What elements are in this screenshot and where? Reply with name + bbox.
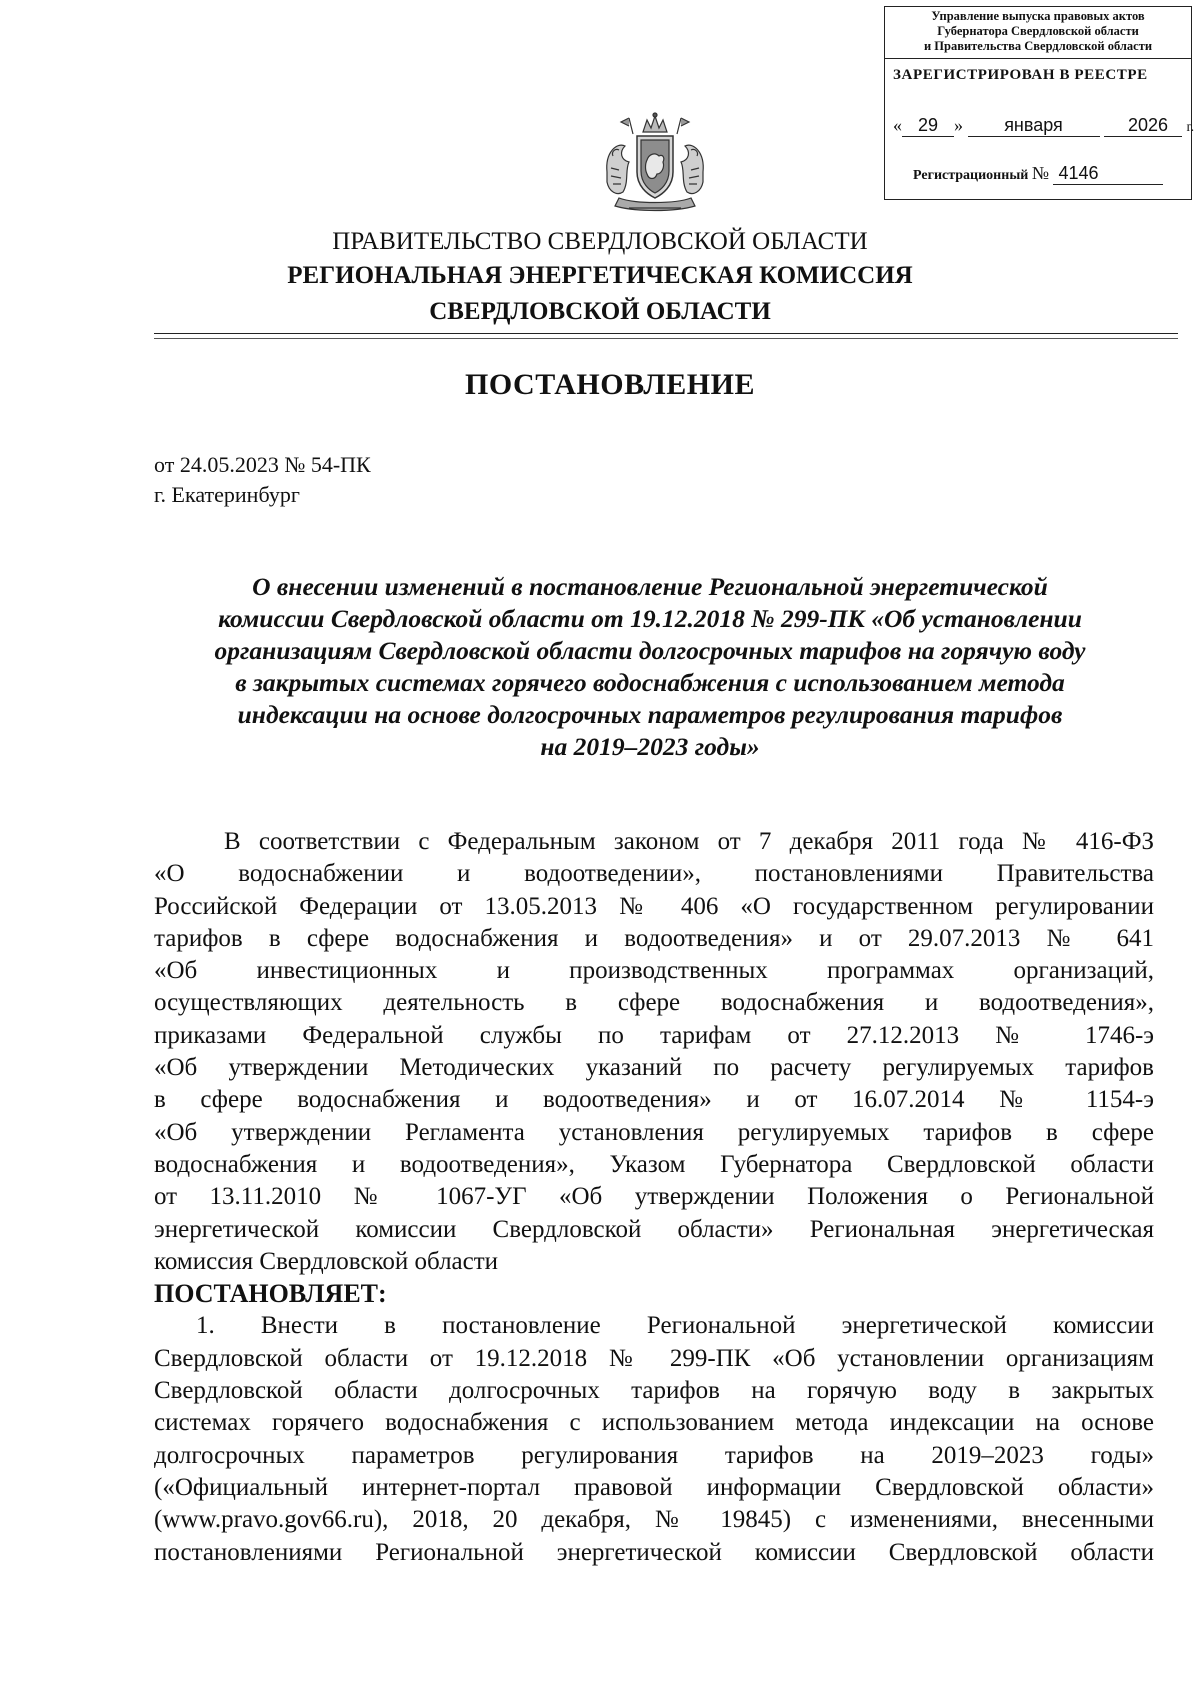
preamble-line: осуществляющих деятельность в сфере водоснабжения и водоотведения»,	[154, 989, 1154, 1017]
preamble-line: комиссия Свердловской области	[154, 1247, 499, 1275]
preamble-line: «Об утверждении Методических указаний по расчету регулируемых тарифов	[154, 1054, 1154, 1082]
preamble-line: «Об инвестиционных и производственных программах организаций,	[154, 957, 1154, 985]
registry-status: ЗАРЕГИСТРИРОВАН В РЕЕСТРЕ	[893, 67, 1148, 83]
preamble-line: водоснабжения и водоотведения», Указом Губернатора Свердловской области	[154, 1150, 1154, 1178]
item1-line: Свердловской области от 19.12.2018 № 299-ПК «Об установлении организациям	[154, 1344, 1154, 1372]
preamble-line: в сфере водоснабжения и водоотведения» и от 16.07.2014 № 1154-э	[154, 1086, 1154, 1114]
item1-line: долгосрочных параметров регулирования тарифов на 2019–2023 годы»	[154, 1441, 1154, 1469]
preamble-line: Российской Федерации от 13.05.2013 № 406 «О государственном регулировании	[154, 892, 1154, 920]
preamble-line: от 13.11.2010 № 1067-УГ «Об утверждении Положения о Региональной	[154, 1183, 1154, 1211]
header-divider	[154, 333, 1178, 334]
decree-word: ПОСТАНОВЛЯЕТ:	[154, 1279, 387, 1309]
item1-line: постановлениями Региональной энергетической комиссии Свердловской области	[154, 1538, 1154, 1566]
item1-line: («Официальный интернет-портал правовой информации Свердловской области»	[154, 1473, 1154, 1501]
registry-number-value: 4146	[1053, 163, 1163, 185]
item1-line: Свердловской области долгосрочных тарифов на горячую воду в закрытых	[154, 1377, 1154, 1405]
item1-line: системах горячего водоснабжения с использованием метода индексации на основе	[154, 1409, 1154, 1437]
preamble-line: В соответствии с Федеральным законом от 7 декабря 2011 года № 416-ФЗ	[224, 828, 1154, 855]
preamble-line: «Об утверждении Регламента установления регулируемых тарифов в сфере	[154, 1118, 1154, 1146]
preamble-line: тарифов в сфере водоснабжения и водоотведения» и от 29.07.2013 № 641	[154, 924, 1154, 952]
registry-date-day: 29	[902, 115, 954, 137]
registry-year-unit: г.	[1186, 120, 1195, 135]
registry-date-year-prefix: 20	[1128, 115, 1149, 135]
document-date-number: от 24.05.2023 № 54-ПК	[154, 452, 371, 477]
registry-header-line: Управление выпуска правовых актов	[931, 9, 1145, 23]
subject-line: комиссии Свердловской области от 19.12.2018 № 299-ПК «Об установлении	[218, 604, 1082, 633]
registry-date-month: января	[968, 115, 1100, 137]
document-meta	[154, 450, 371, 510]
subject-line: в закрытых системах горячего водоснабжения с использованием метода	[235, 668, 1065, 697]
registry-number	[913, 163, 1163, 185]
subject-line: на 2019–2023 годы»	[540, 732, 760, 761]
registry-date: « 29 » января 2026 г.	[893, 115, 1195, 135]
preamble-line: приказами Федеральной службы по тарифам от 27.12.2013 № 1746-э	[154, 1021, 1154, 1049]
registry-header	[885, 7, 1191, 59]
registry-number-sign: №	[1031, 163, 1050, 183]
preamble-line: энергетической комиссии Свердловской области» Региональная энергетическая	[154, 1215, 1154, 1243]
government-title: ПРАВИТЕЛЬСТВО СВЕРДЛОВСКОЙ ОБЛАСТИ	[332, 228, 868, 255]
registry-date-year-suffix: 26	[1148, 115, 1169, 135]
subject-line: О внесении изменений в постановление Региональной энергетической	[252, 572, 1048, 601]
commission-title-line2: СВЕРДЛОВСКОЙ ОБЛАСТИ	[429, 298, 771, 325]
item1-line: 1. Внести в постановление Региональной энергетической комиссии	[196, 1312, 1154, 1340]
registry-header-line: Губернатора Свердловской области	[937, 24, 1139, 38]
registry-header-line: и Правительства Свердловской области	[923, 39, 1153, 53]
coat-of-arms-emblem	[599, 112, 711, 216]
subject-line: организациям Свердловской области долгосрочных тарифов на горячую воду	[214, 636, 1086, 665]
document-body	[154, 826, 1154, 1569]
document-subject	[150, 571, 1150, 763]
document-city: г. Екатеринбург	[154, 482, 300, 507]
subject-line: индексации на основе долгосрочных параметров регулирования тарифов	[237, 700, 1063, 729]
commission-title-line1: РЕГИОНАЛЬНАЯ ЭНЕРГЕТИЧЕСКАЯ КОМИССИЯ	[287, 262, 913, 289]
item1-line: (www.pravo.gov66.ru), 2018, 20 декабря, № 19845) с изменениями, внесенными	[154, 1506, 1154, 1534]
registry-number-label: Регистрационный	[913, 168, 1029, 183]
registry-stamp	[884, 6, 1195, 200]
preamble-line: «О водоснабжении и водоотведении», постановлениями Правительства	[154, 860, 1154, 888]
header-divider-thin	[154, 338, 1178, 339]
document-type: ПОСТАНОВЛЕНИЕ	[465, 368, 755, 401]
